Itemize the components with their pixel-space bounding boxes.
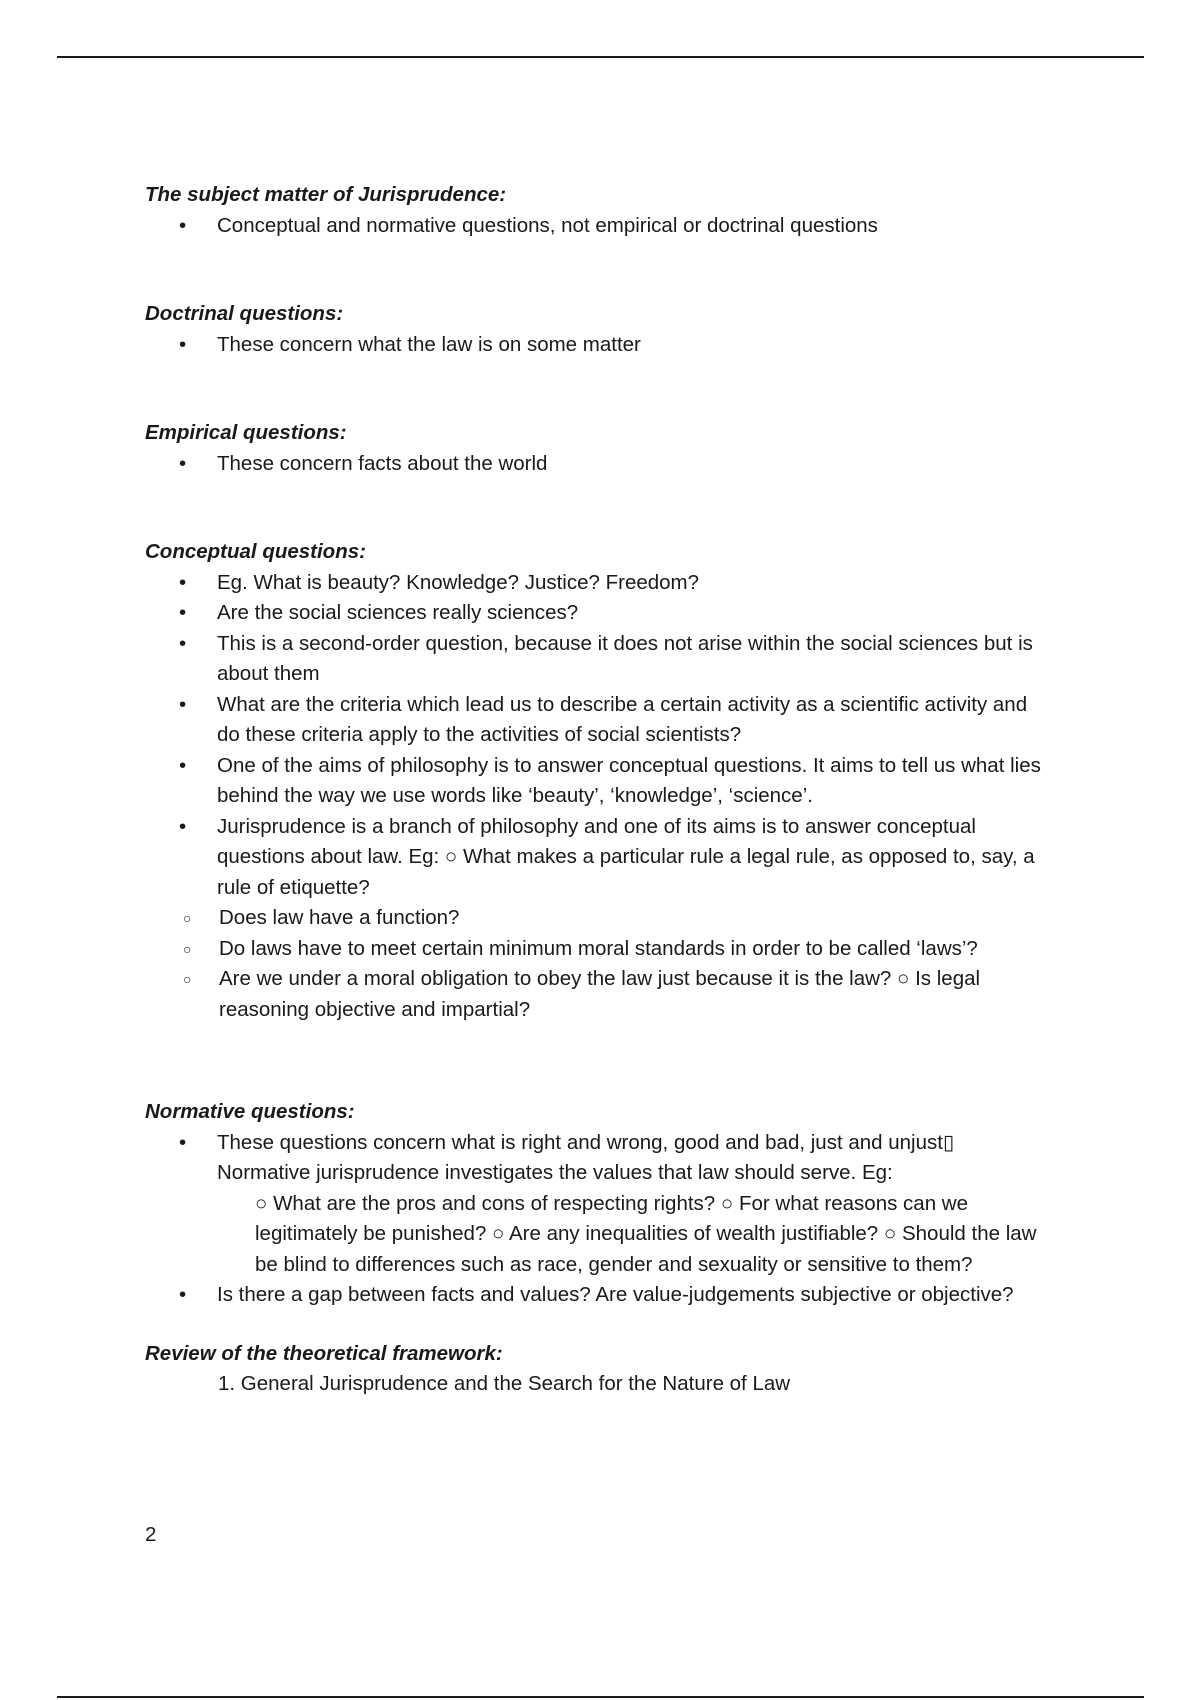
bullet-list	[145, 330, 1045, 361]
sub-bullet-list	[73, 903, 1045, 1025]
heading-subject: The subject matter of Jurisprudence:	[145, 183, 507, 206]
bullet-list	[145, 449, 1045, 480]
list-item: • This is a second-order question, because it does not arise within the social sciences but is about them	[145, 629, 1045, 690]
footer-rule	[57, 1696, 1144, 1698]
list-item: • Are the social sciences really sciences?	[145, 598, 1045, 629]
list-item: • These concern facts about the world	[145, 449, 1045, 480]
list-item: • Conceptual and normative questions, not empirical or doctrinal questions	[145, 211, 1045, 242]
sub-list-item: ○ Does law have a function?	[73, 903, 1045, 934]
list-item: • Jurisprudence is a branch of philosophy and one of its aims is to answer conceptual questions about law. Eg: ○ What makes a particular rule a legal rule, as opposed to, say, a rule of etiquette?	[145, 812, 1045, 904]
numbered-list	[145, 1369, 1045, 1400]
heading-doctrinal: Doctrinal questions:	[145, 302, 344, 325]
bullet-list	[145, 568, 1045, 904]
heading-empirical: Empirical questions:	[145, 421, 347, 444]
list-item: • These questions concern what is right and wrong, good and bad, just and unjust▯ Normative jurisprudence investigates the values that law should serve. Eg:	[145, 1128, 1045, 1189]
section-conceptual	[145, 537, 1045, 1025]
list-item: • Is there a gap between facts and values? Are value-judgements subjective or objective?	[145, 1280, 1045, 1311]
header-rule	[57, 56, 1144, 58]
list-item: • What are the criteria which lead us to describe a certain activity as a scientific activity and do these criteria apply to the activities of social scientists?	[145, 690, 1045, 751]
section-empirical	[145, 418, 1045, 479]
page-number: 2	[145, 1523, 157, 1546]
heading-conceptual: Conceptual questions:	[145, 540, 366, 563]
section-review	[145, 1339, 1045, 1400]
list-item: • These concern what the law is on some matter	[145, 330, 1045, 361]
bullet-list	[145, 1280, 1045, 1311]
document-body	[145, 180, 1045, 1458]
numbered-item: 1. General Jurisprudence and the Search for the Nature of Law	[218, 1372, 791, 1395]
section-subject	[145, 180, 1045, 241]
list-item: • Eg. What is beauty? Knowledge? Justice? Freedom?	[145, 568, 1045, 599]
normative-sub-paragraph	[145, 1189, 1045, 1281]
bullet-list	[145, 211, 1045, 242]
heading-normative: Normative questions:	[145, 1100, 355, 1123]
section-normative	[145, 1097, 1045, 1311]
sub-list-wrapper	[73, 903, 1045, 1025]
section-doctrinal	[145, 299, 1045, 360]
bullet-list	[145, 1128, 1045, 1189]
heading-review: Review of the theoretical framework:	[145, 1341, 503, 1365]
sub-list-item: ○ Are we under a moral obligation to obey the law just because it is the law? ○ Is legal reasoning objective and impartial?	[73, 964, 1045, 1025]
sub-paragraph-text: ○ What are the pros and cons of respecting rights? ○ For what reasons can we legitimately be punished? ○ Are any inequalities of wealth justifiable? ○ Should the law be blind to differences such as race, gender and sexuality or sensitive to them?	[255, 1191, 1037, 1276]
list-item: • One of the aims of philosophy is to answer conceptual questions. It aims to tell us what lies behind the way we use words like ‘beauty’, ‘knowledge’, ‘science’.	[145, 751, 1045, 812]
sub-list-item: ○ Do laws have to meet certain minimum moral standards in order to be called ‘laws’?	[73, 934, 1045, 965]
